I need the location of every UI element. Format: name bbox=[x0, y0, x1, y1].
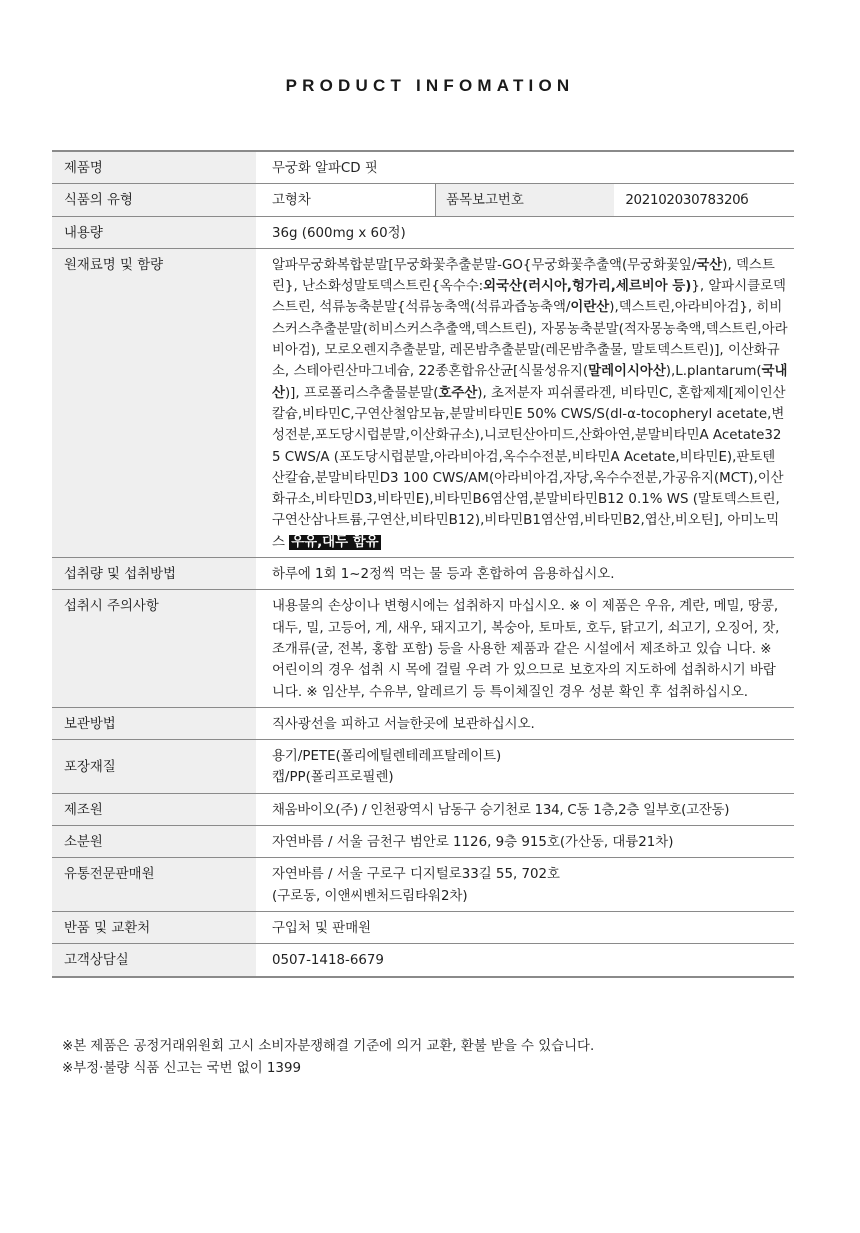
label-manufacturer: 제조원 bbox=[52, 793, 257, 825]
value-capacity: 36g (600mg x 60정) bbox=[257, 216, 795, 248]
label-food-type: 식품의 유형 bbox=[52, 184, 257, 216]
value-caution: 내용물의 손상이나 변형시에는 섭취하지 마십시오. ※ 이 제품은 우유, 계란, 메밀, 땅콩, 대두, 밀, 고등어, 게, 새우, 돼지고기, 복숭아, 토마토, 호두, 닭고기, 쇠고기, 오징어, 잣, 조개류(굴, 전복, 홍합 포함) 등을 사용한 제품과 같은 시설에서 제조하고 있습 니다. ※ 어린이의 경우 섭취 시 목에 걸릴 우려 가 있으므로 보호자의 지도하에 섭취하시기 바랍니다. ※ 임산부, 수유부, 알레르기 등 특이체질인 경우 성분 확인 후 섭취하십시오. bbox=[257, 590, 795, 707]
row-capacity bbox=[52, 216, 794, 248]
footnote-exchange: ※본 제품은 공정거래위원회 고시 소비자분쟁해결 기준에 의거 교환, 환불 받을 수 있습니다. bbox=[62, 1039, 595, 1054]
origin-foreign: 외국산(러시아,헝가리,세르비아 등) bbox=[483, 279, 692, 295]
label-caution: 섭취시 주의사항 bbox=[52, 590, 257, 707]
label-distributor: 소분원 bbox=[52, 826, 257, 858]
origin-malaysia: 말레이시아산 bbox=[588, 364, 666, 380]
label-product-name: 제품명 bbox=[52, 151, 257, 184]
row-caution bbox=[52, 590, 794, 707]
value-packaging bbox=[257, 740, 795, 794]
value-returns: 구입처 및 판매원 bbox=[257, 911, 795, 943]
ing-text-1: 알파무궁화복합분말[무궁화꽃추출분말-GO{무궁화꽃추출액(무궁화꽃잎/ bbox=[272, 257, 697, 273]
row-seller bbox=[52, 858, 794, 912]
label-seller: 유통전문판매원 bbox=[52, 858, 257, 912]
ing-text-7: ), 초저분자 피쉬콜라겐, 비타민C, 혼합제제[제이인산칼슘,비타민C,구연산철암모늄,분말비타민E 50% CWS/S(dl-α-tocopheryl acetate,변성전분,포도당시럽분말,이산화규소),니코틴산아미드,산화아연,분말비타민A Acetate325 CWS/A (포도당시럽분말,아라비아검,옥수수전분,비타민A Acetate,비타민E),판토텐산칼슘,분말비타민D3 100 CWS/AM(아라비아검,자당,옥수수전분,가공유지(MCT),이산화규소,비타민D3,비타민E),비타민B6염산염,분말비타민B12 0.1% WS (말토덱스트린,구연산삼나트륨,구연산,비타민B12),비타민B1염산염,비타민B2,엽산,비오틴], 아미노믹스 bbox=[272, 385, 786, 550]
row-manufacturer bbox=[52, 793, 794, 825]
seller-line-1: 자연바름 / 서울 구로구 디지털로33길 55, 702호 bbox=[272, 867, 560, 883]
value-report-number: 20210203078320б bbox=[615, 184, 794, 216]
origin-korea: 국내산 bbox=[272, 364, 788, 401]
value-product-name: 무궁화 알파CD 핏 bbox=[257, 151, 795, 184]
label-ingredients: 원재료명 및 함량 bbox=[52, 248, 257, 557]
row-distributor bbox=[52, 826, 794, 858]
footnote-report: ※부정·불량 식품 신고는 국번 없이 1399 bbox=[62, 1061, 301, 1076]
value-food-type: 고형차 bbox=[257, 184, 436, 216]
value-intake: 하루에 1회 1~2정씩 먹는 물 등과 혼합하여 음용하십시오. bbox=[257, 558, 795, 590]
ing-text-5: ),L.plantarum( bbox=[665, 364, 762, 380]
product-info-table bbox=[52, 150, 794, 978]
row-returns bbox=[52, 911, 794, 943]
value-storage: 직사광선을 피하고 서늘한곳에 보관하십시오. bbox=[257, 707, 795, 739]
value-manufacturer: 채움바이오(주) / 인천광역시 남동구 승기천로 134, C동 1층,2층 일부호(고잔동) bbox=[257, 793, 795, 825]
label-capacity: 내용량 bbox=[52, 216, 257, 248]
ing-text-4: ),덱스트린,아라비아검}, 히비스커스추출분말(히비스커스추출액,덱스트린), 자몽농축분말(적자몽농축액,덱스트린,아라비아검), 모로오렌지추출분말, 레몬밤추출분말(레몬밤추출물, 말토덱스트린)], 이산화규소, 스테아린산마그네슘, 22종혼합유산균[식물성유지( bbox=[272, 300, 788, 380]
value-distributor: 자연바름 / 서울 금천구 범안로 1126, 9층 915호(가산동, 대륭21차) bbox=[257, 826, 795, 858]
page-title: PRODUCT INFOMATION bbox=[285, 76, 575, 95]
label-contact: 고객상담실 bbox=[52, 944, 257, 977]
origin-iran: 이란산 bbox=[570, 300, 610, 316]
value-contact: 0507-1418-6679 bbox=[257, 944, 795, 977]
origin-domestic: 국산 bbox=[696, 257, 723, 273]
footnotes bbox=[62, 1036, 822, 1080]
label-report-number: 품목보고번호 bbox=[436, 184, 615, 216]
packaging-line-2: 캡/PP(폴리프로필렌) bbox=[272, 770, 394, 786]
row-food-type bbox=[52, 184, 794, 216]
row-ingredients bbox=[52, 248, 794, 557]
value-seller bbox=[257, 858, 795, 912]
ing-text-2: ), 덱스트린}, 난소화성말토덱스트린{옥수수: bbox=[272, 257, 775, 295]
ing-text-3: }, 알파시클로덱스트린, 석류농축분말{석류농축액(석류과즙농축액/ bbox=[272, 279, 786, 316]
label-intake: 섭취량 및 섭취방법 bbox=[52, 558, 257, 590]
ing-text-6: )], 프로폴리스추출물분말( bbox=[284, 385, 439, 401]
allergen-badge: 우유,대두 함유 bbox=[291, 534, 379, 550]
seller-line-2: (구로동, 이앤씨벤처드림타워2차) bbox=[272, 888, 468, 904]
label-returns: 반품 및 교환처 bbox=[52, 911, 257, 943]
row-product-name bbox=[52, 151, 794, 184]
packaging-line-1: 용기/PETE(폴리에틸렌테레프탈레이트) bbox=[272, 749, 502, 765]
row-storage bbox=[52, 707, 794, 739]
label-storage: 보관방법 bbox=[52, 707, 257, 739]
row-contact bbox=[52, 944, 794, 977]
row-packaging bbox=[52, 740, 794, 794]
origin-australia: 호주산 bbox=[438, 385, 478, 401]
row-intake bbox=[52, 558, 794, 590]
value-ingredients bbox=[257, 248, 795, 557]
label-packaging: 포장재질 bbox=[52, 740, 257, 794]
